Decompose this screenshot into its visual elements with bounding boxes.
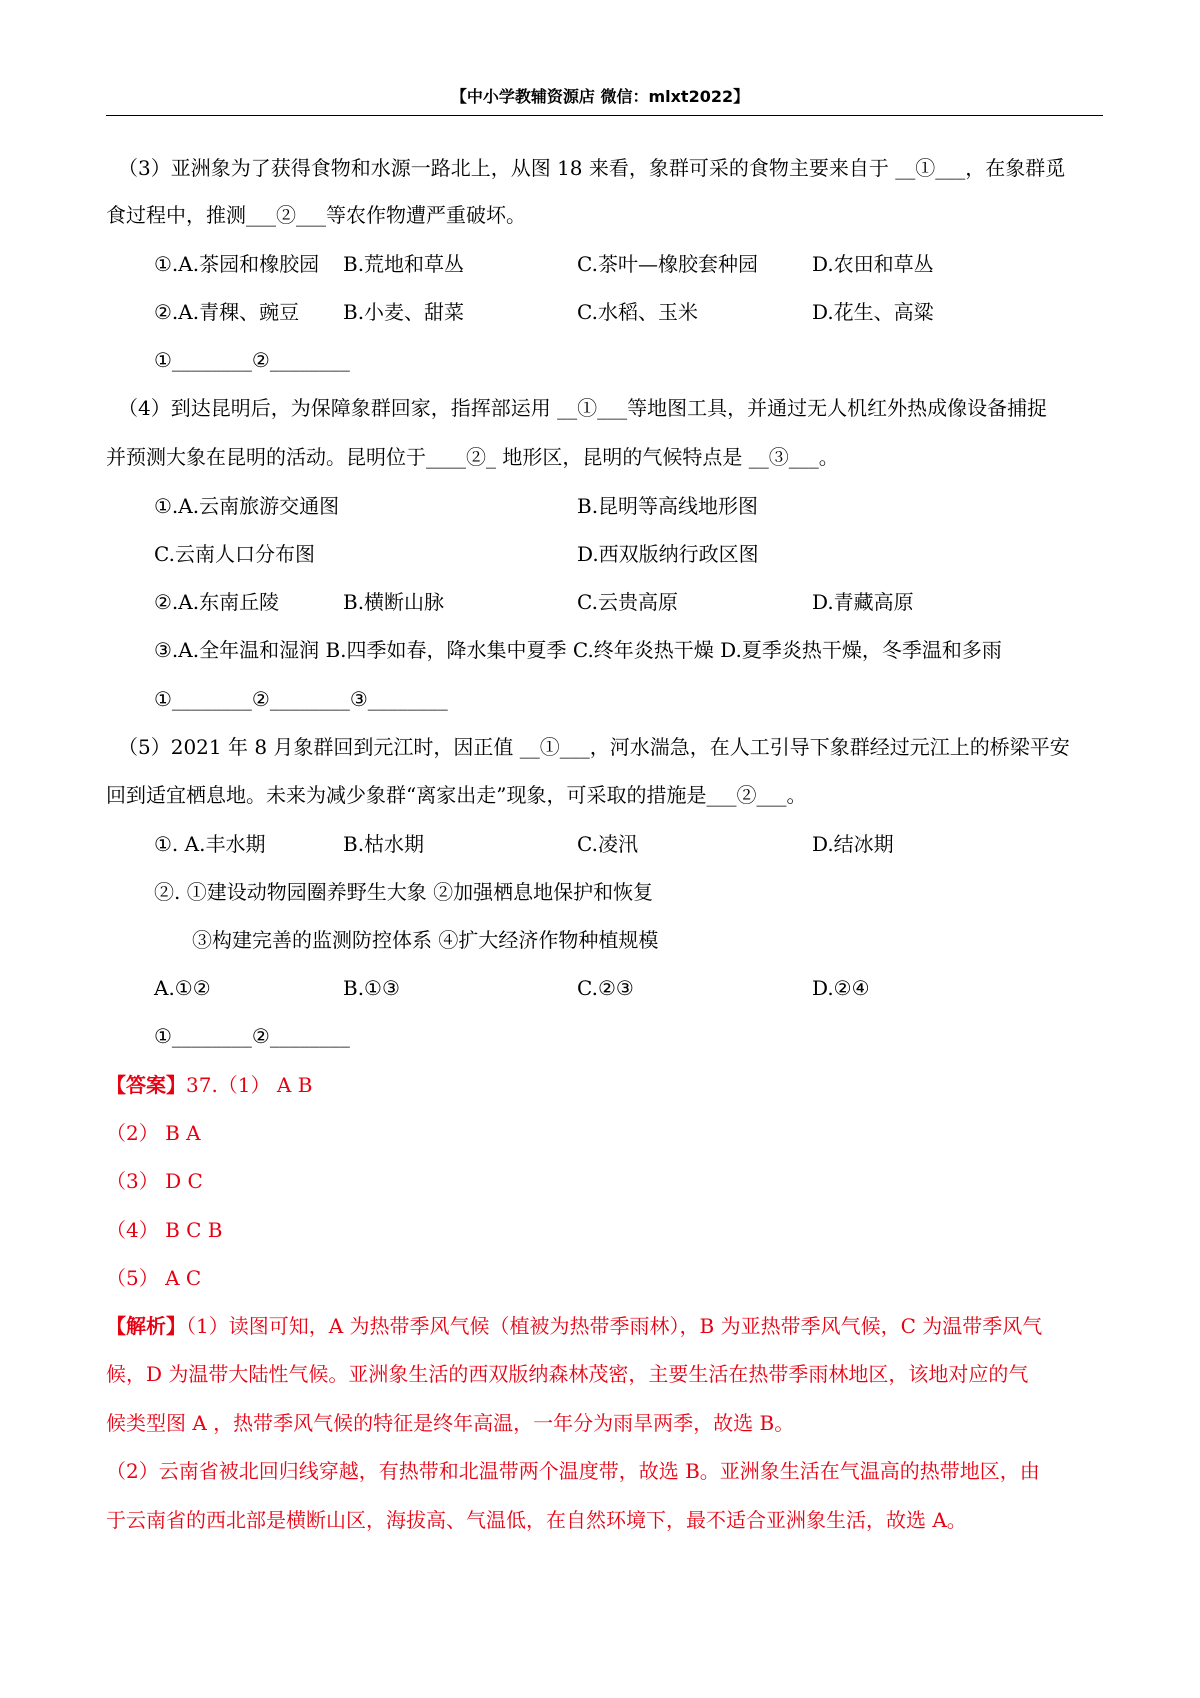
answer-1: 37.（1） A B bbox=[186, 1073, 313, 1097]
q3-opt2-c: C.水稻、玉米 bbox=[577, 300, 698, 324]
q4-opt3: ③.A.全年温和湿润 B.四季如春，降水集中夏季 C.终年炎热干燥 D.夏季炎热干燥，冬季温和多雨 bbox=[154, 638, 1002, 662]
q5-opt1-c: C.凌汛 bbox=[577, 832, 638, 856]
q5-opt3-d: D.②④ bbox=[812, 976, 870, 1000]
q4-opt2-a: ②.A.东南丘陵 bbox=[154, 590, 280, 614]
q5-opt1-b: B.枯水期 bbox=[343, 832, 425, 856]
analysis-label: 【解析】 bbox=[106, 1314, 186, 1338]
answer-4: （4） B C B bbox=[106, 1218, 223, 1242]
q5-opt2-line2: ③构建完善的监测防控体系 ④扩大经济作物种植规模 bbox=[192, 928, 659, 952]
q5-opt1-d: D.结冰期 bbox=[812, 832, 894, 856]
q3-opt2-b: B.小麦、甜菜 bbox=[343, 300, 465, 324]
q5-opt3-b: B.①③ bbox=[343, 976, 400, 1000]
q3-opt2-d: D.花生、高粱 bbox=[812, 300, 934, 324]
q4-opt1-d: D.西双版纳行政区图 bbox=[577, 542, 759, 566]
q3-line1: （3）亚洲象为了获得食物和水源一路北上，从图 18 来看，象群可采的食物主要来自于 __①___，在象群觅 bbox=[118, 156, 1066, 180]
analysis-p1-l1: （1）读图可知，A 为热带季风气候（植被为热带季雨林），B 为亚热带季风气候，C 为温带季风气 bbox=[186, 1314, 1043, 1338]
answer-2: （2） B A bbox=[106, 1121, 201, 1145]
analysis-p1-l2: 候，D 为温带大陆性气候。亚洲象生活的西双版纳森林茂密，主要生活在热带季雨林地区，该地对应的气 bbox=[106, 1362, 1029, 1386]
q3-opt1-a: ①.A.茶园和橡胶园 bbox=[154, 252, 320, 276]
q5-opt3-a: A.①② bbox=[154, 976, 211, 1000]
q5-line1: （5）2021 年 8 月象群回到元江时，因正值 __①___，河水湍急，在人工引导下象群经过元江上的桥梁平安 bbox=[118, 735, 1070, 759]
q5-opt2-line1: ②. ①建设动物园圈养野生大象 ②加强栖息地保护和恢复 bbox=[154, 880, 654, 904]
q5-line2: 回到适宜栖息地。未来为减少象群“离家出走”现象，可采取的措施是___②___。 bbox=[106, 783, 807, 807]
page-header: 【中小学教辅资源店 微信：mlxt2022】 bbox=[450, 87, 750, 106]
q5-opt3-c: C.②③ bbox=[577, 976, 634, 1000]
q4-opt2-d: D.青藏高原 bbox=[812, 590, 914, 614]
q3-opt2-a: ②.A.青稞、豌豆 bbox=[154, 300, 300, 324]
q5-opt1-a: ①. A.丰水期 bbox=[154, 832, 266, 856]
q3-opt1-d: D.农田和草丛 bbox=[812, 252, 934, 276]
q3-blanks: ①________②________ bbox=[154, 348, 350, 372]
q4-line2: 并预测大象在昆明的活动。昆明位于____②_ 地形区，昆明的气候特点是 __③___。 bbox=[106, 445, 839, 469]
q4-line1: （4）到达昆明后，为保障象群回家，指挥部运用 __①___等地图工具，并通过无人机红外热成像设备捕捉 bbox=[118, 396, 1048, 420]
answer-line1 bbox=[106, 1071, 312, 1099]
analysis-p1-l3: 候类型图 A ，热带季风气候的特征是终年高温，一年分为雨旱两季，故选 B。 bbox=[106, 1411, 795, 1435]
q4-opt1-a: ①.A.云南旅游交通图 bbox=[154, 494, 340, 518]
q3-opt1-c: C.茶叶—橡胶套种园 bbox=[577, 252, 758, 276]
q4-blanks: ①________②________③________ bbox=[154, 687, 448, 711]
q4-opt2-c: C.云贵高原 bbox=[577, 590, 678, 614]
answer-3: （3） D C bbox=[106, 1169, 203, 1193]
answer-5: （5） A C bbox=[106, 1266, 202, 1290]
analysis-p2-l2: 于云南省的西北部是横断山区，海拔高、气温低，在自然环境下，最不适合亚洲象生活，故选 A。 bbox=[106, 1508, 967, 1532]
q3-line2: 食过程中，推测___②___等农作物遭严重破坏。 bbox=[106, 203, 526, 227]
q4-opt1-b: B.昆明等高线地形图 bbox=[577, 494, 759, 518]
header-rule bbox=[106, 115, 1103, 116]
answer-label: 【答案】 bbox=[106, 1073, 186, 1097]
q4-opt2-b: B.横断山脉 bbox=[343, 590, 445, 614]
analysis-line1 bbox=[106, 1312, 1042, 1340]
q4-opt1-c: C.云南人口分布图 bbox=[154, 542, 315, 566]
analysis-p2-l1: （2）云南省被北回归线穿越，有热带和北温带两个温度带，故选 B。亚洲象生活在气温高的热带地区，由 bbox=[106, 1459, 1040, 1483]
q3-opt1-b: B.荒地和草丛 bbox=[343, 252, 465, 276]
q5-blanks: ①________②________ bbox=[154, 1024, 350, 1048]
